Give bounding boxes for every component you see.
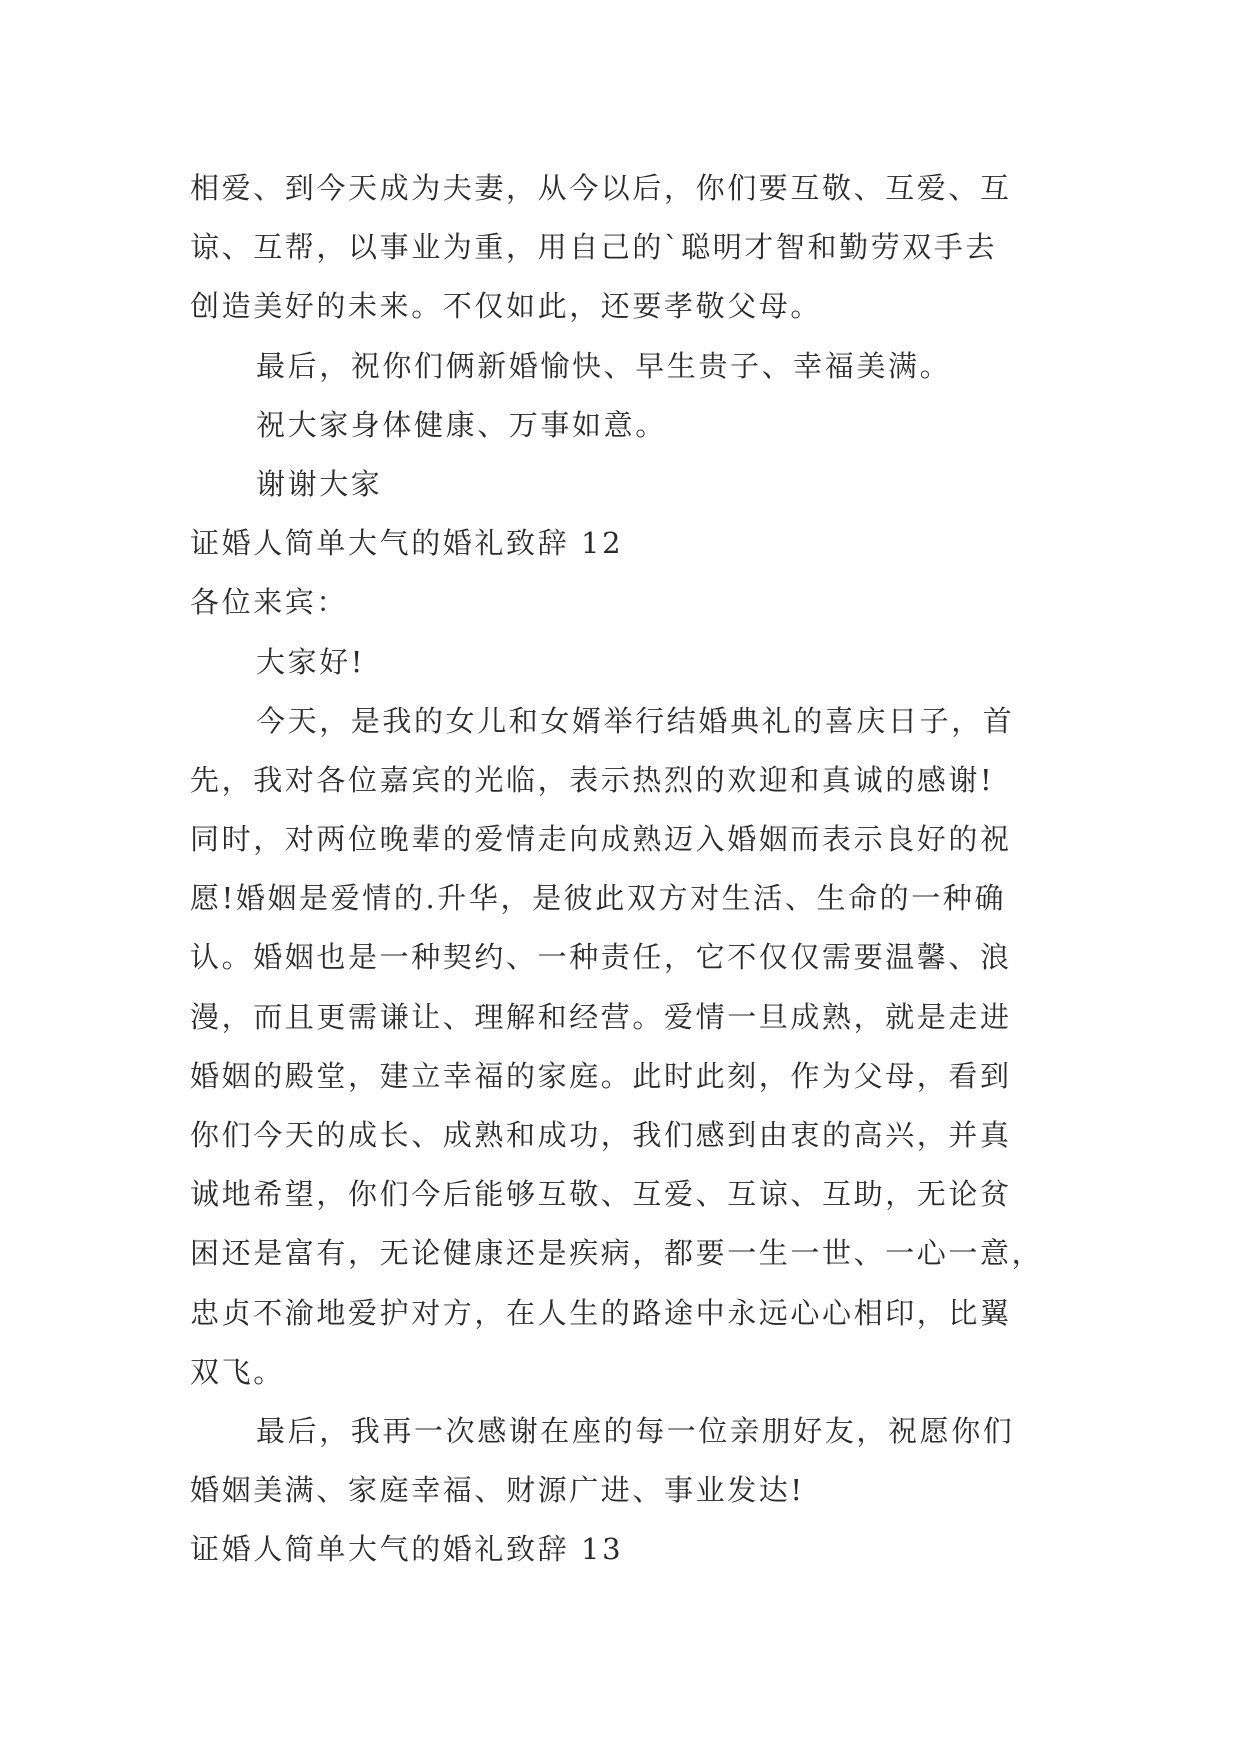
text-line: 漫，而且更需谦让、理解和经营。爱情一旦成熟，就是走进 bbox=[190, 999, 1012, 1034]
text-line: 忠贞不渝地爱护对方，在人生的路途中永远心心相印，比翼 bbox=[190, 1295, 1012, 1330]
text-line: 双飞。 bbox=[190, 1354, 285, 1389]
text-line: 婚姻的殿堂，建立幸福的家庭。此时此刻，作为父母，看到 bbox=[190, 1058, 1012, 1093]
section-heading: 证婚人简单大气的婚礼致辞 13 bbox=[190, 1532, 624, 1567]
text-line: 谢谢大家 bbox=[256, 466, 383, 501]
text-line: 最后，祝你们俩新婚愉快、早生贵子、幸福美满。 bbox=[256, 348, 952, 383]
salutation: 各位来宾： bbox=[190, 585, 349, 620]
text-line: 最后，我再一次感谢在座的每一位亲朋好友，祝愿你们 bbox=[256, 1413, 1015, 1448]
text-line: 婚姻美满、家庭幸福、财源广进、事业发达! bbox=[190, 1473, 805, 1508]
text-line: 创造美好的未来。不仅如此，还要孝敬父母。 bbox=[190, 289, 823, 324]
text-line: 同时，对两位晚辈的爱情走向成熟迈入婚姻而表示良好的祝 bbox=[190, 822, 1012, 857]
section-heading: 证婚人简单大气的婚礼致辞 12 bbox=[190, 526, 624, 561]
text-line: 你们今天的成长、成熟和成功，我们感到由衷的高兴，并真 bbox=[190, 1118, 1012, 1152]
text-line: 先，我对各位嘉宾的光临，表示热烈的欢迎和真诚的感谢! bbox=[190, 762, 995, 797]
greeting: 大家好! bbox=[256, 644, 366, 679]
text-line: 祝大家身体健康、万事如意。 bbox=[256, 407, 667, 442]
document-body bbox=[190, 159, 1070, 1580]
text-line: 谅、互帮，以事业为重，用自己的`聪明才智和勤劳双手去 bbox=[190, 230, 998, 265]
text-line: 今天，是我的女儿和女婿举行结婚典礼的喜庆日子，首 bbox=[256, 703, 1015, 738]
text-line: 诚地希望，你们今后能够互敬、互爱、互谅、互助，无论贫 bbox=[190, 1177, 1012, 1212]
text-line: 认。婚姻也是一种契约、一种责任，它不仅仅需要温馨、浪 bbox=[190, 940, 1012, 975]
text-line: 愿!婚姻是爱情的.升华，是彼此双方对生活、生命的一种确 bbox=[190, 881, 1007, 916]
text-line: 相爱、到今天成为夫妻，从今以后，你们要互敬、互爱、互 bbox=[190, 171, 1012, 205]
text-line: 困还是富有，无论健康还是疾病，都要一生一世、一心一意， bbox=[190, 1236, 1044, 1271]
